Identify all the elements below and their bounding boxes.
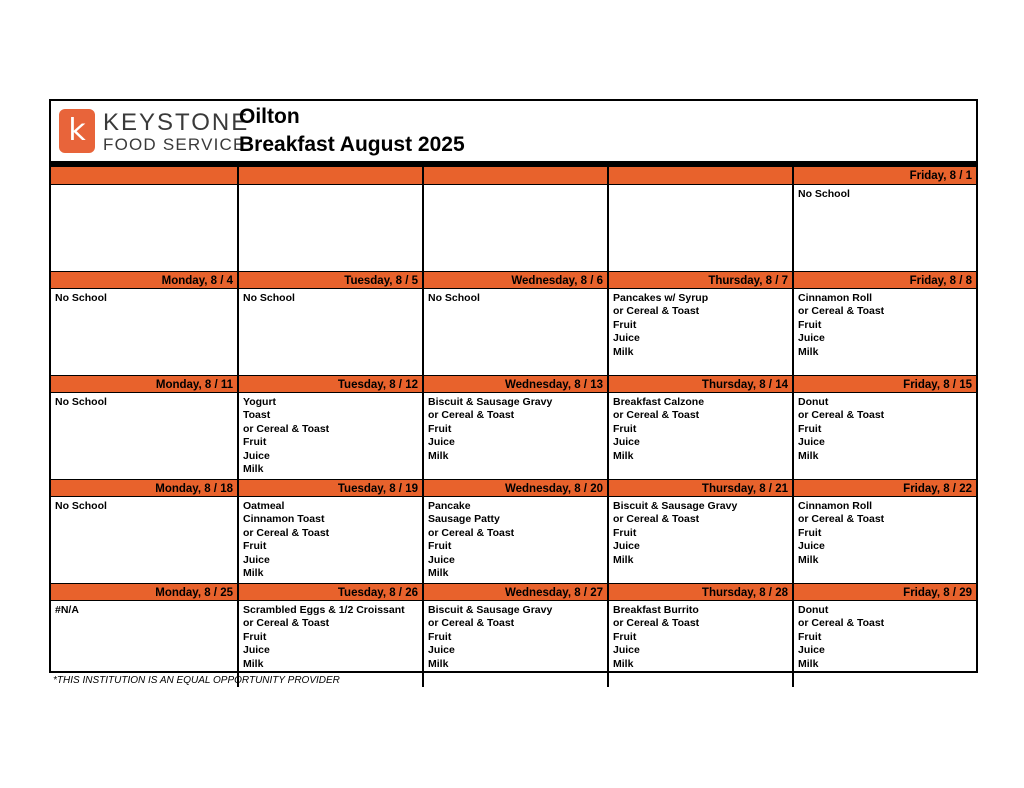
day-menu	[51, 601, 237, 617]
menu-item: Juice	[243, 449, 270, 462]
menu-item: or Cereal & Toast	[428, 617, 515, 630]
menu-item: or Cereal & Toast	[613, 305, 700, 318]
menu-item: Juice	[428, 644, 455, 657]
day-header: Wednesday, 8 / 13	[424, 375, 607, 393]
day-menu	[51, 185, 237, 188]
menu-item: No School	[55, 396, 107, 408]
menu-item: No School	[798, 188, 850, 200]
menu-item: Milk	[613, 449, 634, 462]
menu-item: Cinnamon Roll	[798, 292, 873, 304]
menu-item: Milk	[243, 567, 264, 580]
calendar-grid	[51, 167, 976, 687]
day-header: Thursday, 8 / 21	[609, 479, 792, 497]
day-header: Thursday, 8 / 7	[609, 271, 792, 289]
day-menu	[794, 497, 976, 567]
menu-item: Breakfast Calzone	[613, 396, 705, 408]
menu-item: Milk	[798, 553, 819, 566]
menu-item: or Cereal & Toast	[243, 422, 330, 435]
day-menu	[424, 393, 607, 463]
menu-item: or Cereal & Toast	[798, 305, 885, 318]
menu-item: Milk	[613, 657, 634, 670]
menu-item: Fruit	[798, 526, 822, 539]
menu-item: or Cereal & Toast	[243, 526, 330, 539]
menu-item: Juice	[798, 436, 825, 449]
menu-item: Sausage Patty	[428, 513, 500, 526]
menu-item: #N/A	[55, 604, 79, 616]
menu-item: Fruit	[613, 526, 637, 539]
menu-item: Scrambled Eggs & 1/2 Croissant	[243, 604, 405, 616]
day-cell	[422, 583, 607, 687]
day-menu	[239, 393, 422, 476]
day-menu	[609, 497, 792, 567]
day-cell	[607, 167, 792, 271]
menu-item: Fruit	[798, 422, 822, 435]
menu-item: Milk	[613, 345, 634, 358]
menu-item: Fruit	[613, 630, 637, 643]
day-menu	[424, 497, 607, 580]
menu-item: Oatmeal	[243, 500, 285, 512]
day-cell	[422, 479, 607, 583]
day-menu	[239, 601, 422, 671]
day-cell	[237, 271, 422, 375]
day-menu	[609, 185, 792, 188]
menu-item: or Cereal & Toast	[428, 409, 515, 422]
menu-item: No School	[243, 292, 295, 304]
menu-item: Breakfast Burrito	[613, 604, 699, 616]
day-header: Tuesday, 8 / 26	[239, 583, 422, 601]
menu-item: Juice	[613, 436, 640, 449]
day-menu	[239, 497, 422, 580]
day-cell	[51, 479, 237, 583]
menu-item: Juice	[613, 644, 640, 657]
menu-header	[51, 101, 976, 161]
menu-item: Fruit	[613, 422, 637, 435]
day-menu	[609, 601, 792, 671]
menu-item: Yogurt	[243, 396, 277, 408]
menu-item: Fruit	[613, 318, 637, 331]
day-cell	[607, 479, 792, 583]
day-header: Tuesday, 8 / 19	[239, 479, 422, 497]
day-cell	[607, 271, 792, 375]
menu-item: or Cereal & Toast	[798, 409, 885, 422]
day-header: Tuesday, 8 / 5	[239, 271, 422, 289]
menu-item: Milk	[798, 657, 819, 670]
menu-item: Milk	[243, 463, 264, 476]
menu-item: No School	[55, 292, 107, 304]
day-menu	[51, 393, 237, 409]
menu-item: Milk	[428, 657, 449, 670]
day-cell	[792, 479, 976, 583]
day-menu	[794, 289, 976, 359]
day-menu	[609, 393, 792, 463]
menu-item: Juice	[798, 644, 825, 657]
day-cell	[422, 375, 607, 479]
menu-item: Juice	[428, 553, 455, 566]
day-cell	[237, 583, 422, 687]
menu-item: Pancake	[428, 500, 471, 512]
menu-item: Juice	[243, 553, 270, 566]
day-header: Monday, 8 / 11	[51, 375, 237, 393]
day-header: Friday, 8 / 22	[794, 479, 976, 497]
menu-item: Milk	[243, 657, 264, 670]
day-header: Wednesday, 8 / 6	[424, 271, 607, 289]
day-cell	[51, 583, 237, 687]
day-cell	[792, 271, 976, 375]
menu-item: Juice	[243, 644, 270, 657]
day-menu	[794, 393, 976, 463]
day-menu	[609, 289, 792, 359]
day-cell	[237, 479, 422, 583]
logo-mark-letter: k	[68, 113, 86, 148]
day-menu	[424, 289, 607, 305]
menu-item: Fruit	[243, 540, 267, 553]
menu-item: Toast	[243, 409, 271, 422]
day-cell	[422, 167, 607, 271]
day-menu	[239, 185, 422, 188]
menu-title: Breakfast August 2025	[239, 133, 465, 156]
keystone-k-icon	[59, 109, 95, 153]
day-cell	[422, 271, 607, 375]
day-header: Wednesday, 8 / 27	[424, 583, 607, 601]
day-header	[424, 167, 607, 185]
menu-item: Fruit	[798, 630, 822, 643]
menu-item: or Cereal & Toast	[613, 513, 700, 526]
day-header	[239, 167, 422, 185]
day-cell	[237, 167, 422, 271]
day-cell	[237, 375, 422, 479]
day-cell	[51, 375, 237, 479]
day-menu	[424, 601, 607, 671]
menu-item: or Cereal & Toast	[428, 526, 515, 539]
menu-item: Juice	[798, 332, 825, 345]
day-cell	[607, 583, 792, 687]
day-menu	[239, 289, 422, 305]
logo-wordmark-line2: FOOD SERVICE	[103, 135, 246, 154]
calendar-week	[51, 375, 976, 479]
day-header: Thursday, 8 / 14	[609, 375, 792, 393]
menu-item: Cinnamon Roll	[798, 500, 873, 512]
menu-item: Fruit	[428, 630, 452, 643]
menu-item: Biscuit & Sausage Gravy	[613, 500, 738, 512]
day-header: Friday, 8 / 8	[794, 271, 976, 289]
day-cell	[51, 167, 237, 271]
day-header: Friday, 8 / 1	[794, 167, 976, 185]
menu-item: Biscuit & Sausage Gravy	[428, 604, 553, 616]
day-menu	[51, 497, 237, 513]
logo-wordmark-line1: KEYSTONE	[103, 109, 250, 136]
day-menu	[794, 601, 976, 671]
menu-item: Fruit	[243, 436, 267, 449]
day-header	[51, 167, 237, 185]
menu-item: Fruit	[428, 540, 452, 553]
day-header: Wednesday, 8 / 20	[424, 479, 607, 497]
menu-item: No School	[55, 500, 107, 512]
day-header: Monday, 8 / 4	[51, 271, 237, 289]
footnote: *THIS INSTITUTION IS AN EQUAL OPPORTUNITY PROVIDER	[53, 675, 340, 686]
day-menu	[794, 185, 976, 201]
menu-item: Fruit	[243, 630, 267, 643]
menu-item: Cinnamon Toast	[243, 513, 325, 526]
calendar-week	[51, 583, 976, 687]
day-header: Monday, 8 / 25	[51, 583, 237, 601]
day-cell	[792, 375, 976, 479]
menu-item: Milk	[798, 345, 819, 358]
day-menu	[51, 289, 237, 305]
menu-item: or Cereal & Toast	[613, 409, 700, 422]
menu-calendar	[49, 99, 978, 673]
menu-item: Milk	[613, 553, 634, 566]
menu-item: Juice	[613, 332, 640, 345]
day-header: Monday, 8 / 18	[51, 479, 237, 497]
day-menu	[424, 185, 607, 188]
menu-item: Pancakes w/ Syrup	[613, 292, 709, 304]
menu-item: or Cereal & Toast	[798, 513, 885, 526]
day-header: Friday, 8 / 15	[794, 375, 976, 393]
menu-item: Milk	[428, 567, 449, 580]
calendar-week	[51, 479, 976, 583]
day-header: Thursday, 8 / 28	[609, 583, 792, 601]
menu-item: Fruit	[428, 422, 452, 435]
location-title: Oilton	[239, 105, 300, 128]
day-cell	[607, 375, 792, 479]
day-cell	[792, 583, 976, 687]
day-header	[609, 167, 792, 185]
menu-item: Biscuit & Sausage Gravy	[428, 396, 553, 408]
menu-item: Milk	[428, 449, 449, 462]
menu-item: Milk	[798, 449, 819, 462]
day-cell	[51, 271, 237, 375]
menu-item: or Cereal & Toast	[243, 617, 330, 630]
menu-item: Juice	[613, 540, 640, 553]
menu-item: or Cereal & Toast	[798, 617, 885, 630]
menu-item: Juice	[798, 540, 825, 553]
menu-item: Juice	[428, 436, 455, 449]
keystone-logo	[59, 106, 250, 156]
menu-item: Donut	[798, 604, 829, 616]
calendar-week	[51, 271, 976, 375]
calendar-week	[51, 167, 976, 271]
day-header: Tuesday, 8 / 12	[239, 375, 422, 393]
menu-item: Donut	[798, 396, 829, 408]
day-header: Friday, 8 / 29	[794, 583, 976, 601]
menu-item: Fruit	[798, 318, 822, 331]
menu-item: No School	[428, 292, 480, 304]
day-cell	[792, 167, 976, 271]
menu-item: or Cereal & Toast	[613, 617, 700, 630]
